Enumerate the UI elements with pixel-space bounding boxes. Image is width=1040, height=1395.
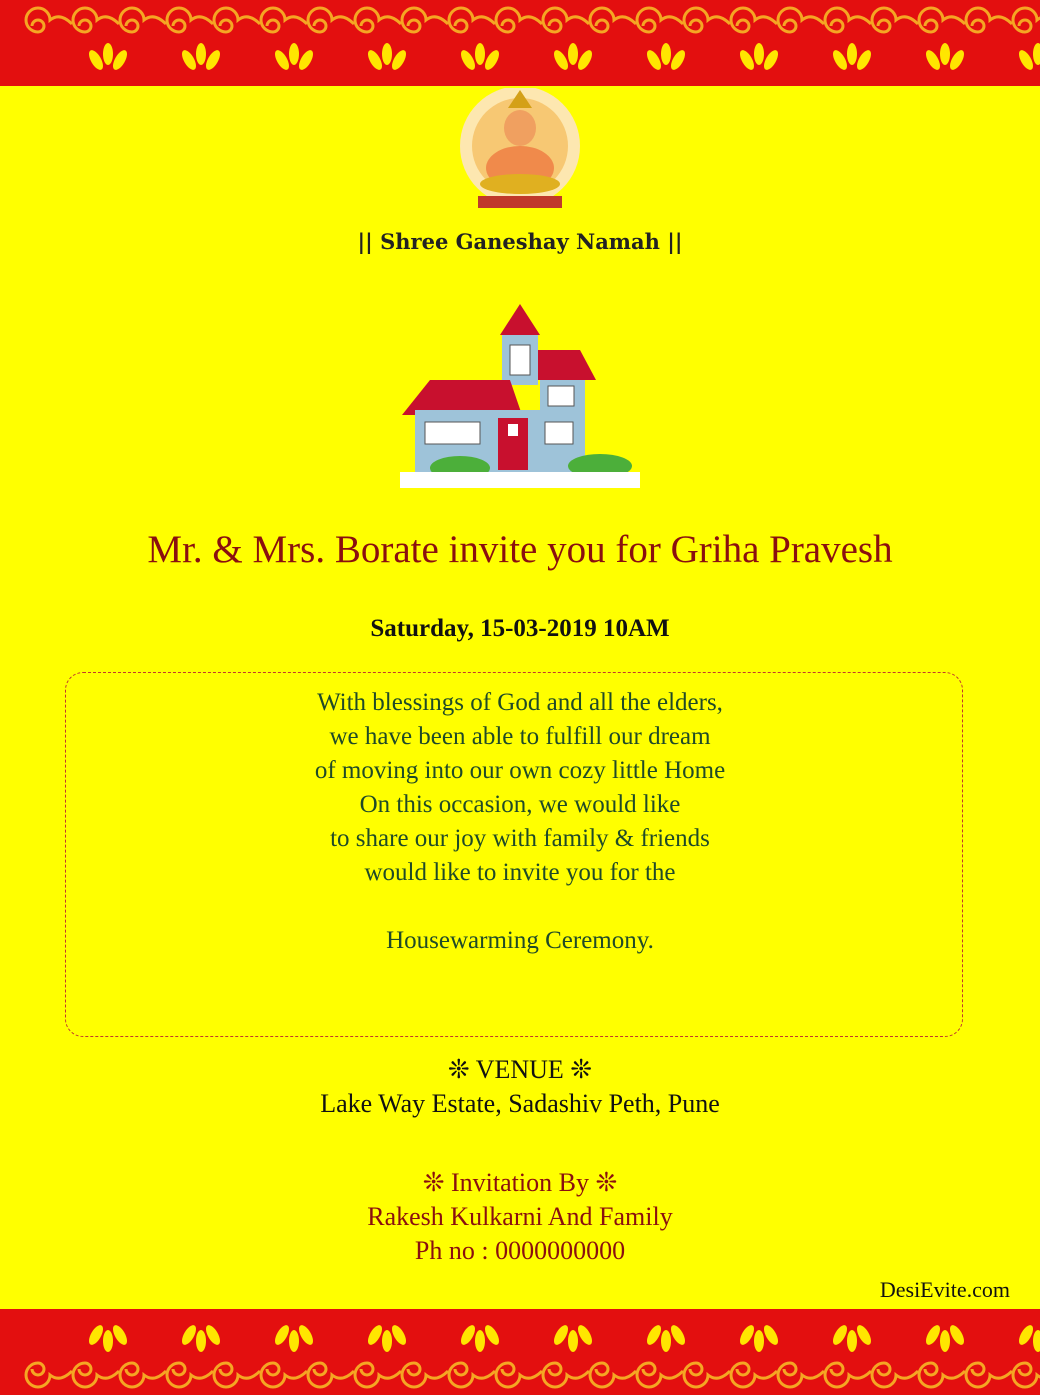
invitation-by-title: ❊ Invitation By ❊: [422, 1168, 618, 1197]
petal-ornament: [754, 43, 764, 65]
petal-ornament: [86, 48, 106, 72]
host-phone: Ph no : 0000000000: [414, 1236, 626, 1265]
petal-ornament: [575, 48, 595, 72]
spiral-ornament: [543, 8, 589, 32]
petal-ornament: [661, 1330, 671, 1352]
spiral-ornament: [496, 1363, 542, 1387]
spiral-ornament: [261, 8, 307, 32]
petal-ornament: [754, 1330, 764, 1352]
bottom-decorative-border: [0, 1309, 1040, 1395]
spiral-ornament: [214, 1363, 260, 1387]
petal-ornament: [854, 1323, 874, 1347]
invitation-headline: Mr. & Mrs. Borate invite you for Griha Pravesh: [147, 528, 893, 571]
spiral-ornament: [872, 1363, 918, 1387]
event-datetime: Saturday, 15-03-2019 10AM: [370, 615, 670, 642]
petal-ornament: [668, 48, 688, 72]
petal-ornament: [272, 1323, 292, 1347]
petal-ornament: [365, 1323, 385, 1347]
spiral-ornament: [308, 8, 354, 32]
petal-ornament: [551, 48, 571, 72]
brand-watermark: DesiEvite.com: [879, 1277, 1010, 1302]
petal-ornament: [830, 48, 850, 72]
message-line: Housewarming Ceremony.: [386, 927, 654, 954]
spiral-ornament: [26, 1363, 72, 1387]
spiral-ornament: [825, 1363, 871, 1387]
petal-ornament: [847, 43, 857, 65]
message-line: to share our joy with family & friends: [330, 825, 710, 852]
petal-ornament: [1016, 1323, 1036, 1347]
spiral-ornament: [637, 8, 683, 32]
petal-ornament: [289, 43, 299, 65]
message-line: With blessings of God and all the elders,: [317, 689, 723, 716]
spiral-ornament: [825, 8, 871, 32]
message-line: of moving into our own cozy little Home: [314, 757, 726, 784]
petal-ornament: [644, 1323, 664, 1347]
petal-ornament: [482, 1323, 502, 1347]
petal-ornament: [482, 48, 502, 72]
spiral-ornament: [966, 8, 1012, 32]
spiral-ornament: [167, 1363, 213, 1387]
venue-address: Lake Way Estate, Sadashiv Peth, Pune: [320, 1089, 720, 1118]
petal-ornament: [568, 43, 578, 65]
spiral-ornament: [590, 8, 636, 32]
spiral-ornament: [637, 1363, 683, 1387]
petal-ornament: [761, 48, 781, 72]
petal-ornament: [1016, 48, 1036, 72]
ganesh-image: [458, 88, 582, 212]
petal-ornament: [196, 1330, 206, 1352]
petal-ornament: [830, 1323, 850, 1347]
spiral-ornament: [684, 1363, 730, 1387]
petal-ornament: [737, 1323, 757, 1347]
petal-ornament: [475, 43, 485, 65]
petal-ornament: [382, 1330, 392, 1352]
spiral-ornament: [73, 1363, 119, 1387]
petal-ornament: [86, 1323, 106, 1347]
spiral-ornament: [402, 1363, 448, 1387]
host-name: Rakesh Kulkarni And Family: [367, 1202, 673, 1231]
message-line: would like to invite you for the: [364, 859, 676, 886]
spiral-ornament: [214, 8, 260, 32]
petal-ornament: [568, 1330, 578, 1352]
spiral-ornament: [778, 1363, 824, 1387]
spiral-ornament: [919, 1363, 965, 1387]
spiral-ornament: [731, 1363, 777, 1387]
spiral-ornament: [496, 8, 542, 32]
petal-ornament: [737, 48, 757, 72]
spiral-ornament: [449, 8, 495, 32]
petal-ornament: [644, 48, 664, 72]
spiral-ornament: [919, 8, 965, 32]
petal-ornament: [923, 48, 943, 72]
petal-ornament: [196, 43, 206, 65]
spiral-ornament: [872, 8, 918, 32]
petal-ornament: [272, 48, 292, 72]
spiral-ornament: [966, 1363, 1012, 1387]
spiral-ornament: [355, 1363, 401, 1387]
spiral-ornament: [120, 8, 166, 32]
spiral-ornament: [73, 8, 119, 32]
petal-ornament: [947, 48, 967, 72]
spiral-ornament: [1013, 8, 1040, 32]
spiral-ornament: [261, 1363, 307, 1387]
spiral-ornament: [449, 1363, 495, 1387]
petal-ornament: [296, 48, 316, 72]
petal-ornament: [365, 48, 385, 72]
petal-ornament: [940, 1330, 950, 1352]
message-line: [0, 890, 1040, 924]
petal-ornament: [458, 1323, 478, 1347]
venue-title: ❊ VENUE ❊: [447, 1055, 593, 1084]
spiral-ornament: [778, 8, 824, 32]
house-image: [400, 300, 640, 488]
spiral-ornament: [167, 8, 213, 32]
petal-ornament: [179, 1323, 199, 1347]
petal-ornament: [475, 1330, 485, 1352]
spiral-ornament: [120, 1363, 166, 1387]
petal-ornament: [203, 48, 223, 72]
petal-ornament: [668, 1323, 688, 1347]
petal-ornament: [940, 43, 950, 65]
petal-ornament: [847, 1330, 857, 1352]
petal-ornament: [289, 1330, 299, 1352]
spiral-ornament: [731, 8, 777, 32]
spiral-ornament: [543, 1363, 589, 1387]
spiral-ornament: [1013, 1363, 1040, 1387]
spiral-ornament: [590, 1363, 636, 1387]
petal-ornament: [203, 1323, 223, 1347]
mantra-heading: || Shree Ganeshay Namah ||: [357, 229, 683, 254]
spiral-ornament: [355, 8, 401, 32]
petal-ornament: [947, 1323, 967, 1347]
invitation-message: [0, 686, 1040, 958]
petal-ornament: [389, 48, 409, 72]
petal-ornament: [761, 1323, 781, 1347]
petal-ornament: [382, 43, 392, 65]
petal-ornament: [110, 1323, 130, 1347]
spiral-ornament: [402, 8, 448, 32]
spiral-ornament: [26, 8, 72, 32]
petal-ornament: [1033, 1330, 1040, 1352]
spiral-ornament: [308, 1363, 354, 1387]
petal-ornament: [458, 48, 478, 72]
petal-ornament: [110, 48, 130, 72]
message-line: we have been able to fulfill our dream: [329, 723, 711, 750]
petal-ornament: [296, 1323, 316, 1347]
petal-ornament: [103, 43, 113, 65]
petal-ornament: [389, 1323, 409, 1347]
petal-ornament: [103, 1330, 113, 1352]
petal-ornament: [575, 1323, 595, 1347]
petal-ornament: [1033, 43, 1040, 65]
spiral-ornament: [684, 8, 730, 32]
petal-ornament: [854, 48, 874, 72]
message-line: On this occasion, we would like: [359, 791, 681, 818]
petal-ornament: [923, 1323, 943, 1347]
petal-ornament: [661, 43, 671, 65]
top-decorative-border: [0, 0, 1040, 86]
petal-ornament: [551, 1323, 571, 1347]
petal-ornament: [179, 48, 199, 72]
